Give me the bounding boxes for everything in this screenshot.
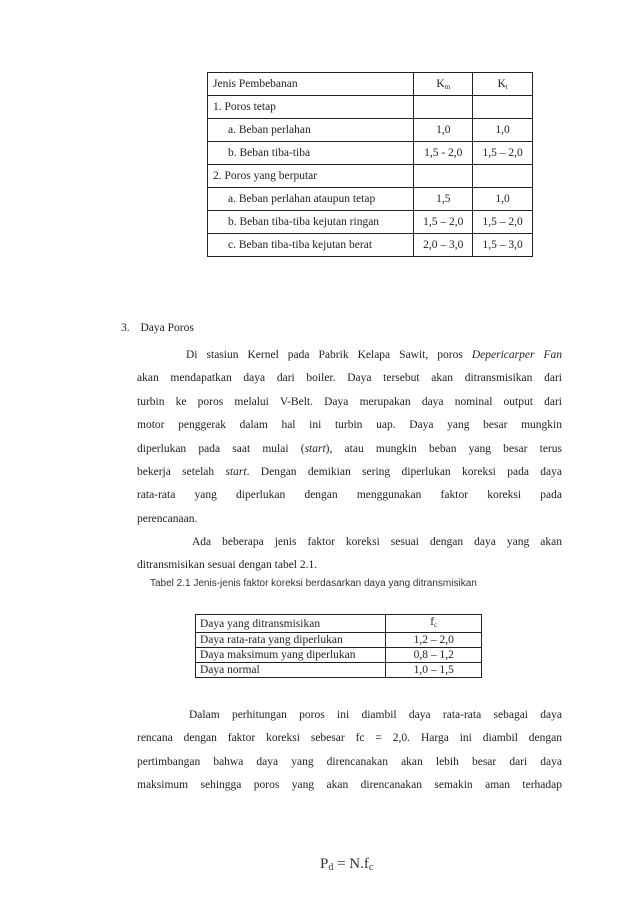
paragraph-line: perencanaan. (137, 512, 198, 525)
table-row (196, 663, 482, 678)
row-label: Daya normal (196, 663, 386, 678)
table-row (208, 188, 533, 211)
paragraph-line: rata-rata yang diperlukan dengan menggunakan faktor koreksi pada (137, 489, 562, 502)
section-heading (121, 322, 194, 334)
row-km (414, 96, 473, 119)
row-label: 1. Poros tetap (208, 96, 414, 119)
row-km: 1,5 - 2,0 (414, 142, 473, 165)
paragraph-line: motor penggerak dalam hal ini turbin uap. Daya yang besar mungkin (137, 419, 562, 432)
paragraph-line: akan mendapatkan daya dari boiler. Daya tersebut akan ditransmisikan dari (137, 372, 562, 385)
paragraph-line (137, 461, 562, 484)
row-kt: 1,0 (473, 119, 533, 142)
table-header-row (196, 615, 482, 633)
row-label: b. Beban tiba-tiba kejutan ringan (208, 211, 414, 234)
row-km (414, 165, 473, 188)
paragraph-line: rencana dengan faktor koreksi sebesar fc = 2,0. Harga ini diambil dengan (137, 732, 562, 745)
row-label: a. Beban perlahan (208, 119, 414, 142)
row-kt: 1,5 – 2,0 (473, 142, 533, 165)
table-row (196, 648, 482, 663)
paragraph-line: pertimbangan bahwa daya yang direncanakan akan lebih besar dari daya (137, 755, 562, 768)
table-row (208, 142, 533, 165)
row-km: 1,5 – 2,0 (414, 211, 473, 234)
paragraph-line: turbin ke poros melalui V-Belt. Daya merupakan daya nominal output dari (137, 395, 562, 408)
row-label: 2. Poros yang berputar (208, 165, 414, 188)
header-km: $K_m$ (414, 73, 473, 96)
row-label: c. Beban tiba-tiba kejutan berat (208, 234, 414, 257)
row-kt (473, 96, 533, 119)
header-kt: $K_t$ (473, 73, 533, 96)
table-caption: Tabel 2.1 Jenis-jenis faktor koreksi berdasarkan daya yang ditransmisikan (150, 578, 477, 589)
row-value: 1,2 – 2,0 (386, 633, 482, 648)
correction-factor-table (195, 614, 482, 678)
header-daya: Daya yang ditransmisikan (196, 615, 386, 633)
row-km: 1,5 (414, 188, 473, 211)
row-kt: 1,5 – 2,0 (473, 211, 533, 234)
text-span: bekerja setelah (137, 465, 226, 478)
row-kt: 1,0 (473, 188, 533, 211)
text-span: Di stasiun Kernel pada Pabrik Kelapa Sawit, poros (186, 349, 472, 361)
row-km: 2,0 – 3,0 (414, 234, 473, 257)
paragraph-line: ditransmisikan sesuai dengan tabel 2.1. (137, 559, 318, 572)
table-row (208, 211, 533, 234)
table-row (208, 119, 533, 142)
text-span: diperlukan pada saat mulai ( (137, 442, 305, 455)
section-number: 3. (121, 322, 130, 334)
row-kt: 1,5 – 3,0 (473, 234, 533, 257)
header-jenis: Jenis Pembebanan (208, 73, 414, 96)
row-kt (473, 165, 533, 188)
row-label: b. Beban tiba-tiba (208, 142, 414, 165)
paragraph-3 (137, 704, 562, 798)
table-header-row (208, 73, 533, 96)
row-km: 1,0 (414, 119, 473, 142)
table-row (208, 96, 533, 119)
paragraph-line (137, 344, 562, 367)
paragraph-line (137, 438, 562, 461)
paragraph-line: maksimum sehingga poros yang akan direncanakan semakin aman terhadap (137, 779, 562, 792)
italic-term: start (304, 442, 326, 455)
power-formula: $P_d = N.f_c$ (320, 856, 374, 873)
italic-term: Depericarper Fan (471, 349, 563, 361)
table-row (208, 234, 533, 257)
row-label: Daya rata-rata yang diperlukan (196, 633, 386, 648)
load-factor-table (207, 72, 533, 257)
paragraph-2 (137, 531, 562, 578)
row-value: 0,8 – 1,2 (386, 648, 482, 663)
header-fc: $f_c$ (386, 615, 482, 633)
paragraph-line: Ada beberapa jenis faktor koreksi sesuai dengan daya yang akan (192, 536, 562, 548)
paragraph-1 (137, 344, 562, 531)
row-value: 1,0 – 1,5 (386, 663, 482, 678)
text-span: . Dengan demikian sering diperlukan koreksi pada daya (246, 465, 562, 478)
table-row (208, 165, 533, 188)
paragraph-line: Dalam perhitungan poros ini diambil daya rata-rata sebagai daya (189, 709, 562, 721)
table-row (196, 633, 482, 648)
row-label: Daya maksimum yang diperlukan (196, 648, 386, 663)
italic-term: start (225, 465, 247, 478)
row-label: a. Beban perlahan ataupun tetap (208, 188, 414, 211)
text-span: ), atau mungkin beban yang besar terus (325, 442, 562, 455)
section-title: Daya Poros (140, 322, 194, 334)
